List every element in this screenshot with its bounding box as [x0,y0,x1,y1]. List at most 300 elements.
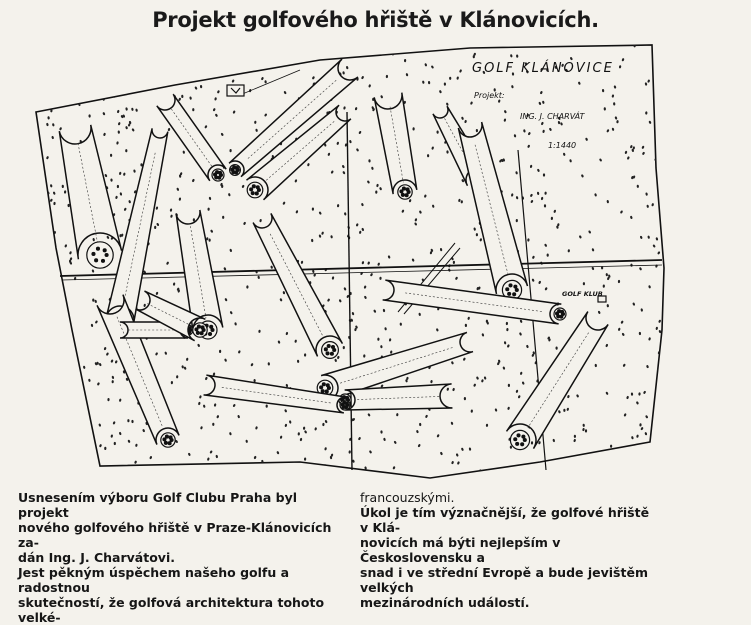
tree-dot [515,171,518,175]
tree-dot [324,420,327,424]
caption-right-column [360,490,660,610]
tree-dot [87,73,90,77]
tree-dot [255,129,258,133]
tree-dot [459,69,462,73]
tree-dot [542,130,545,133]
tree-dot [188,453,191,457]
green-stipple [197,332,200,335]
tree-dot [507,406,510,410]
tree-dot [542,101,545,105]
tree-dot [431,65,435,69]
tree-dot [574,435,576,438]
tree-dot [66,452,69,456]
tree-dot [422,80,425,84]
tree-dot [451,361,454,365]
tree-dot [352,312,355,316]
tree-dot [334,359,337,363]
tree-dot [134,50,137,54]
tree-dot [639,423,641,426]
tree-dot [553,209,556,213]
tree-dot [258,330,260,333]
tree-dot [530,474,533,478]
tree-dot [86,52,88,55]
tree-dot [530,193,533,197]
tree-dot [176,187,179,191]
fairway [458,122,527,294]
tree-dot [476,129,478,132]
tree-dot [639,332,641,335]
tree-dot [110,178,112,181]
tree-dot [593,456,596,459]
tree-dot [411,258,414,262]
tree-dot [419,210,422,214]
tree-dot [155,206,158,210]
tree-dot [131,108,134,111]
tree-dot [481,333,484,337]
tree-dot [119,49,122,53]
tree-dot [252,65,255,69]
tree-dot [39,318,42,322]
legend-name: GOLF KLÁNOVICE [472,61,614,76]
tree-dot [118,130,121,133]
tree-dot [114,442,116,445]
tree-dot [618,280,620,283]
tree-dot [230,311,233,315]
tree-dot [613,102,615,105]
tree-dot [383,438,386,442]
tree-dot [446,387,449,391]
tree-dot [279,298,282,302]
tree-dot [217,90,220,94]
tree-dot [371,167,374,171]
green-stipple [321,390,324,393]
tree-dot [449,77,451,80]
tree-dot [428,81,431,84]
tree-dot [223,267,226,271]
tree-dot [116,69,118,72]
tree-dot [201,60,203,63]
tree-dot [119,172,122,176]
tree-dot [361,76,364,80]
tree-dot [40,372,42,375]
tree-dot [392,466,395,470]
tree-dot [193,218,195,221]
tree-dot [404,59,406,62]
tree-dot [473,227,476,231]
tree-dot [368,159,370,162]
tree-dot [631,392,633,395]
tree-dot [657,251,660,255]
tree-dot [95,320,98,324]
tree-dot [483,472,485,475]
tree-dot [375,190,377,193]
tree-dot [115,360,118,364]
tree-dot [516,54,519,57]
tree-dot [284,409,287,413]
tree-dot [117,185,119,188]
tree-dot [129,66,132,70]
tree-dot [424,194,427,198]
tree-dot [63,71,66,75]
tree-dot [541,122,544,126]
green-stipple [517,434,520,437]
green-stipple [400,190,403,193]
tree-dot [111,376,114,380]
tree-dot [647,235,650,239]
green-stipple [402,194,405,197]
tree-dot [528,132,531,136]
tree-dot [636,434,639,438]
tree-dot [373,309,376,313]
green-stipple [163,438,166,441]
caption-line: Jest pěkným úspěchem našeho golfu a radostnou [18,565,290,595]
tree-dot [37,469,40,472]
tree-dot [284,424,287,428]
tree-dot [216,415,219,419]
tree-dot [243,55,246,59]
tree-dot [45,389,48,393]
tree-dot [511,193,514,196]
tree-dot [461,200,463,203]
tree-dot [182,150,185,153]
tree-dot [100,50,103,54]
green-stipple [97,247,100,250]
green-stipple [506,288,509,291]
caption-line: dán Ing. J. Charvátovi. [18,550,175,565]
tree-dot [379,187,382,191]
tree-dot [42,297,45,301]
tree-dot [39,304,42,307]
tree-dot [203,404,206,408]
tree-dot [621,58,624,62]
tree-dot [74,416,77,420]
tree-dot [648,337,651,341]
legend-project-label: Projekt: [474,91,505,100]
tree-dot [343,106,346,109]
tree-dot [470,101,473,105]
tree-dot [506,322,508,325]
tree-dot [103,133,106,137]
tree-dot [652,244,655,248]
tree-dot [64,244,67,248]
green-stipple [403,187,406,190]
tree-dot [237,415,240,419]
tree-dot [343,287,346,291]
tree-dot [253,456,256,460]
green-stipple [326,352,329,355]
tree-dot [465,324,467,327]
tree-dot [538,101,541,105]
tree-dot [661,412,664,416]
tree-dot [123,172,126,176]
tree-dot [511,85,514,89]
tree-dot [484,376,487,380]
tree-dot [639,267,642,271]
tree-dot [644,446,647,450]
tree-dot [303,426,306,429]
green-stipple [508,293,511,296]
tree-dot [280,435,283,439]
tree-dot [540,91,543,95]
tree-dot [327,152,330,156]
tree-dot [563,152,566,156]
tree-dot [349,140,352,144]
tree-dot [318,474,321,478]
tree-dot [537,169,540,173]
tree-dot [531,278,534,282]
green-stipple [201,326,204,329]
tree-dot [53,191,56,195]
green-stipple [509,284,512,287]
tree-dot [486,424,488,427]
tree-dot [563,409,565,412]
tree-dot [173,282,176,286]
tree-dot [413,44,416,48]
tree-dot [84,426,86,429]
tree-dot [380,95,383,99]
tree-dot [367,413,370,417]
tree-dot [469,447,472,451]
tree-dot [131,128,134,132]
tree-dot [110,434,113,438]
tree-dot [266,405,268,408]
tree-dot [214,97,217,101]
tree-dot [294,339,297,343]
tree-dot [648,120,651,124]
tree-dot [143,304,146,307]
tree-dot [406,73,409,77]
tree-dot [277,340,280,344]
tree-dot [476,376,479,380]
green-stipple [256,186,259,189]
tree-dot [610,445,612,448]
tree-dot [630,264,632,267]
tree-dot [646,205,649,208]
tree-dot [514,134,517,138]
tree-dot [192,179,195,183]
tree-dot [245,440,248,443]
tree-dot [495,408,498,412]
tree-dot [67,204,69,207]
green-stipple [514,285,517,288]
tree-dot [569,159,572,163]
tree-dot [135,108,138,112]
tree-dot [416,430,419,434]
caption-line: nového golfového hřiště v Praze-Klánovicích za- [18,520,332,550]
tree-dot [204,44,207,48]
tree-dot [62,185,64,188]
tree-dot [602,89,605,92]
tree-dot [285,384,288,388]
tree-dot [377,262,380,266]
green-stipple [560,315,563,318]
tree-dot [444,82,446,85]
tree-dot [455,276,458,280]
tree-dot [40,287,43,290]
tree-dot [481,379,484,383]
tree-dot [591,267,594,271]
tree-dot [133,169,136,173]
tree-dot [253,379,255,382]
tree-dot [337,356,340,360]
tree-dot [632,302,635,306]
tree-dot [304,430,307,434]
tree-dot [88,114,90,117]
green-stipple [521,443,524,446]
tree-dot [504,110,507,114]
tree-dot [656,327,659,330]
tree-dot [664,139,667,142]
tree-dot [48,472,51,476]
tree-dot [125,107,128,111]
tree-dot [55,363,58,367]
tree-dot [401,209,404,213]
tree-dot [606,129,609,133]
tree-dot [50,184,53,188]
tree-dot [640,236,643,240]
tree-dot [321,231,324,235]
tree-dot [104,447,106,450]
tree-dot [456,76,459,80]
tree-dot [516,390,519,394]
tree-dot [170,208,173,212]
tree-dot [630,216,633,220]
tree-dot [645,111,647,114]
tree-dot [38,263,41,267]
tree-dot [624,465,627,468]
tree-dot [367,261,370,265]
tree-dot [607,304,610,307]
tree-dot [626,396,629,400]
tree-dot [214,43,216,46]
tree-dot [46,123,49,127]
tree-dot [641,145,644,149]
green-stipple [250,188,253,191]
tree-dot [457,461,460,465]
tree-dot [45,385,47,388]
tree-dot [578,81,581,85]
tree-dot [414,218,417,222]
legend-scale: 1:1440 [548,141,577,150]
tree-dot [614,460,617,464]
tree-dot [228,193,231,197]
tree-dot [166,261,169,265]
tree-dot [607,200,610,203]
plan-label: GOLF KLUB [562,290,603,298]
tree-dot [36,226,39,230]
tree-dot [102,112,105,116]
tree-dot [576,394,579,398]
green-stipple [514,438,517,441]
tree-dot [570,57,573,61]
tree-dot [456,453,459,457]
tree-dot [167,128,170,132]
tree-dot [210,229,214,233]
tree-dot [557,464,560,468]
green-stipple [405,194,408,197]
tree-dot [592,248,595,252]
tree-dot [430,380,433,384]
tree-dot [268,362,270,365]
tree-dot [255,426,258,430]
green-stipple [325,390,328,393]
tree-dot [300,438,303,442]
tree-dot [343,346,345,349]
green-stipple [195,328,198,331]
tree-dot [380,430,382,433]
green-stipple [165,442,168,445]
tree-dot [527,144,530,148]
tree-dot [45,379,47,382]
tree-dot [35,255,37,258]
tree-dot [64,334,67,338]
tree-dot [530,200,533,204]
tree-dot [642,151,645,155]
tree-dot [259,219,262,223]
caption-left-column [18,490,340,625]
tree-dot [101,71,104,75]
tree-dot [140,44,143,48]
tree-dot [363,354,365,357]
tree-dot [338,47,341,51]
tree-dot [432,204,435,208]
green-stipple [333,349,336,352]
tree-dot [551,217,553,220]
tree-dot [507,344,510,348]
tree-dot [598,311,601,315]
green-stipple [200,332,203,335]
tree-dot [425,415,428,419]
tree-dot [640,427,643,431]
green-stipple [219,172,222,175]
tree-dot [314,427,317,431]
tree-dot [342,171,345,175]
tree-dot [418,313,421,316]
green-stipple [406,188,409,191]
tree-dot [36,142,39,146]
tree-dot [564,458,567,461]
fairway [253,213,342,356]
tree-dot [220,132,224,136]
tree-dot [436,130,438,133]
tree-dot [319,234,322,238]
tree-dot [200,51,203,55]
tree-dot [92,76,95,80]
tree-dot [234,322,237,326]
tree-dot [380,345,383,348]
tree-dot [446,102,449,106]
tree-dot [198,402,201,406]
tree-dot [344,212,347,215]
tree-dot [312,76,315,80]
tree-dot [613,85,616,89]
tree-dot [53,202,55,205]
tree-dot [116,141,119,144]
tree-dot [605,391,608,395]
tree-dot [215,113,218,117]
tree-dot [295,210,298,214]
tree-dot [364,285,367,289]
green-stipple [105,254,108,257]
tree-dot [200,426,203,430]
tree-dot [186,358,189,361]
tree-dot [516,196,519,200]
tree-dot [436,434,439,438]
tree-dot [118,122,121,126]
tree-dot [614,116,617,120]
tree-dot [502,366,505,370]
tree-dot [595,364,598,367]
